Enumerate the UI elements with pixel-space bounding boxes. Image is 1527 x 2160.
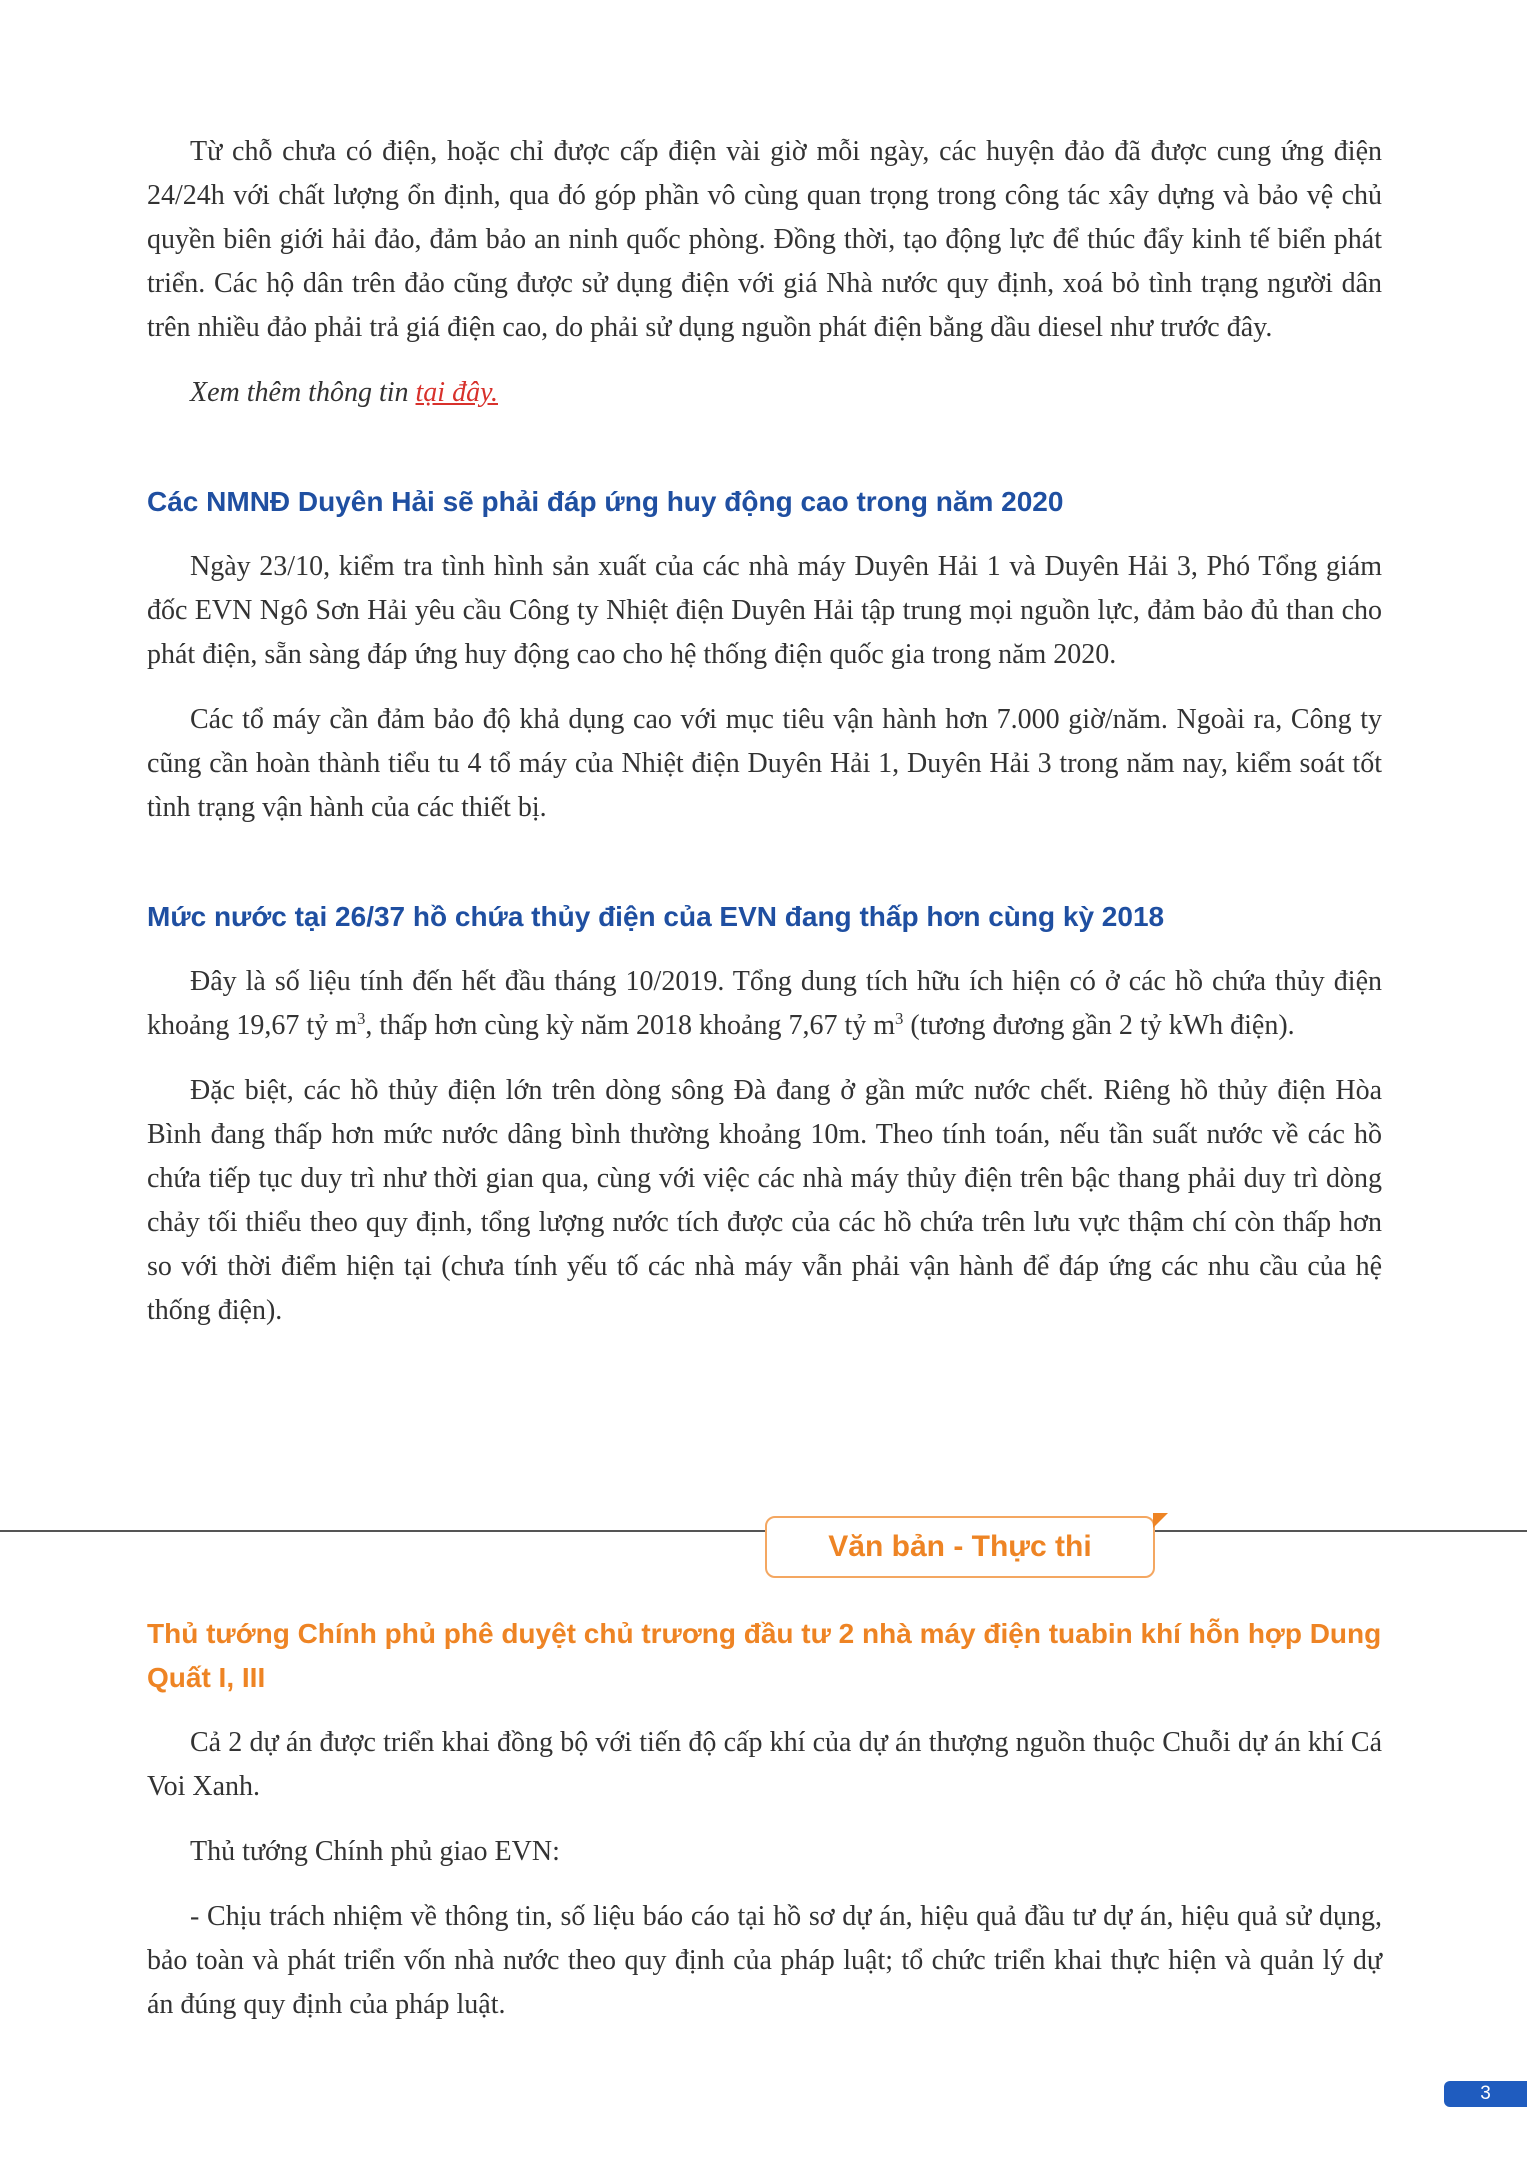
duyen-hai-heading: Các NMNĐ Duyên Hải sẽ phải đáp ứng huy động cao trong năm 2020 [147,486,1064,517]
section-tab-label: Văn bản - Thực thi [828,1530,1092,1563]
reservoir-heading: Mức nước tại 26/37 hồ chứa thủy điện của EVN đang thấp hơn cùng kỳ 2018 [147,901,1165,932]
intro-paragraph: Từ chỗ chưa có điện, hoặc chỉ được cấp điện vài giờ mỗi ngày, các huyện đảo đã được cung ứng điện 24/24h với chất lượng ổn định, qua đó góp phần vô cùng quan trọng trong công tác xây dựng và bảo vệ chủ quyền biên giới hải đảo, đảm bảo an ninh quốc phòng. Đồng thời, tạo động lực để thúc đẩy kinh tế biển phát triển. Các hộ dân trên đảo cũng được sử dụng điện với giá Nhà nước quy định, xoá bỏ tình trạng người dân trên nhiều đảo phải trả giá điện cao, do phải sử dụng nguồn phát điện bằng dầu diesel như trước đây. [147,136,1382,343]
section-tab [765,1516,1155,1578]
cubic-superscript: 3 [357,1008,366,1028]
page-number-badge [1444,2081,1527,2107]
dung-quat-paragraph-2: Thủ tướng Chính phủ giao EVN: [190,1836,560,1867]
more-info-link[interactable]: tại đây. [415,377,498,408]
reservoir-text-2: , thấp hơn cùng kỳ năm 2018 khoảng 7,67 tỷ m [365,1010,896,1041]
dung-quat-paragraph-1: Cả 2 dự án được triển khai đồng bộ với tiến độ cấp khí của dự án thượng nguồn thuộc Chuỗi dự án khí Cá Voi Xanh. [147,1727,1382,1802]
more-info-prefix: Xem thêm thông tin [190,377,416,408]
dung-quat-paragraph-3: - Chịu trách nhiệm về thông tin, số liệu báo cáo tại hồ sơ dự án, hiệu quả đầu tư dự án, hiệu quả sử dụng, bảo toàn và phát triển vốn nhà nước theo quy định của pháp luật; tổ chức triển khai thực hiện và quản lý dự án đúng quy định của pháp luật. [147,1901,1382,2020]
reservoir-text-1: Đây là số liệu tính đến hết đầu tháng 10/2019. Tổng dung tích hữu ích hiện có ở các hồ chứa thủy điện khoảng 19,67 tỷ m [147,966,1382,1041]
reservoir-paragraph-1 [147,960,1382,1048]
section-divider [0,1530,1527,1532]
duyen-hai-paragraph-2: Các tổ máy cần đảm bảo độ khả dụng cao với mục tiêu vận hành hơn 7.000 giờ/năm. Ngoài ra, Công ty cũng cần hoàn thành tiểu tu 4 tổ máy của Nhiệt điện Duyên Hải 1, Duyên Hải 3 trong năm nay, kiểm soát tốt tình trạng vận hành của các thiết bị. [147,704,1382,823]
documents-section [147,1612,1382,2048]
page-number: 3 [1480,2083,1491,2104]
news-section [147,130,1382,1354]
tab-corner-flag-icon [1153,1513,1168,1528]
cubic-superscript: 3 [895,1008,904,1028]
more-info-line [147,371,1382,415]
reservoir-paragraph-2: Đặc biệt, các hồ thủy điện lớn trên dòng sông Đà đang ở gần mức nước chết. Riêng hồ thủy điện Hòa Bình đang thấp hơn mức nước dâng bình thường khoảng 10m. Theo tính toán, nếu tần suất nước về các hồ chứa tiếp tục duy trì như thời gian qua, cùng với việc các nhà máy thủy điện trên bậc thang phải duy trì dòng chảy tối thiểu theo quy định, tổng lượng nước tích được của các hồ chứa trên lưu vực thậm chí còn thấp hơn so với thời điểm hiện tại (chưa tính yếu tố các nhà máy vẫn phải vận hành để đáp ứng các nhu cầu của hệ thống điện). [147,1075,1382,1326]
reservoir-text-3: (tương đương gần 2 tỷ kWh điện). [903,1010,1295,1041]
dung-quat-heading: Thủ tướng Chính phủ phê duyệt chủ trương đầu tư 2 nhà máy điện tuabin khí hỗn hợp Dung Quất I, III [147,1618,1382,1693]
duyen-hai-paragraph-1: Ngày 23/10, kiểm tra tình hình sản xuất của các nhà máy Duyên Hải 1 và Duyên Hải 3, Phó Tổng giám đốc EVN Ngô Sơn Hải yêu cầu Công ty Nhiệt điện Duyên Hải tập trung mọi nguồn lực, đảm bảo đủ than cho phát điện, sẵn sàng đáp ứng huy động cao cho hệ thống điện quốc gia trong năm 2020. [147,551,1382,670]
